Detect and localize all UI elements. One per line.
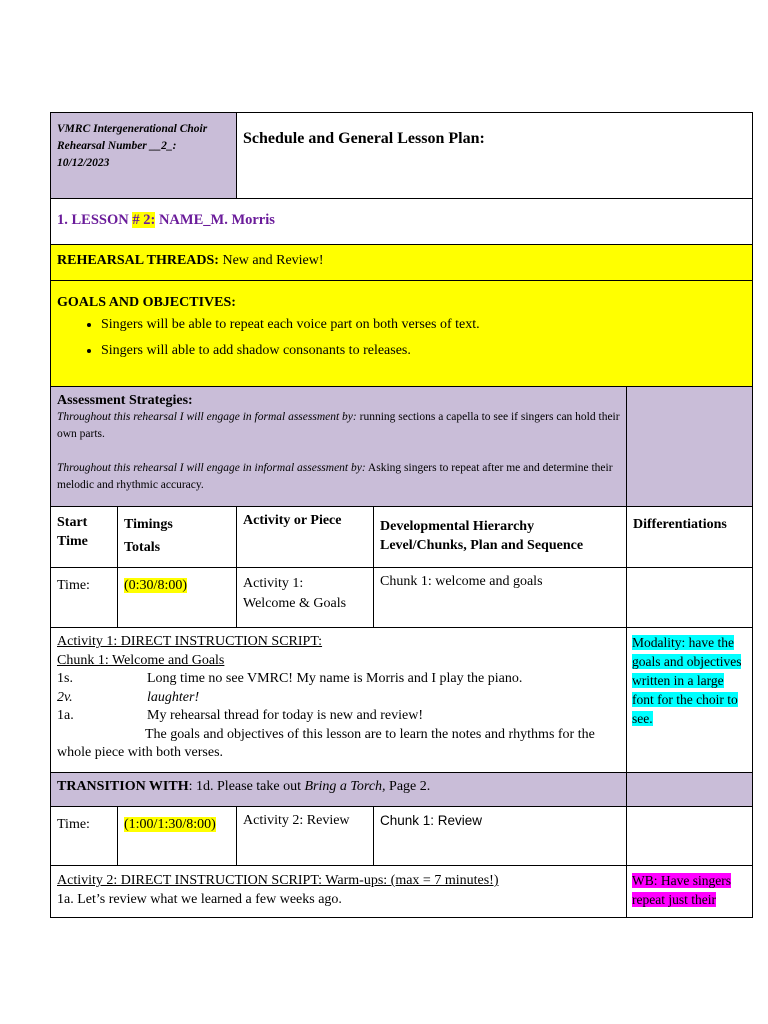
script-line: 2v. laughter! — [57, 689, 200, 705]
lesson-number: # 2: — [132, 212, 156, 228]
row1-timing: (0:30/8:00) — [118, 568, 237, 628]
col-hierarchy: Developmental Hierarchy Level/Chunks, Plan and Sequence — [374, 507, 627, 568]
page-title: Schedule and General Lesson Plan: — [243, 130, 485, 147]
modality-note: Modality: have the goals and objectives written in a large font for the choir to see. — [632, 635, 742, 726]
script1-cell — [51, 628, 627, 773]
row1-diff — [627, 568, 753, 628]
col-activity: Activity or Piece — [237, 507, 374, 568]
informal-intro: Throughout this rehearsal I will engage in informal assessment by: — [57, 462, 366, 474]
script1-paragraph: The goals and objectives of this lesson are to learn the notes and rhythms for the whole piece with both verses. — [57, 726, 595, 760]
formal-text: running sections a capella to see if singers can hold their own parts. — [57, 411, 620, 440]
threads-cell — [51, 245, 753, 281]
script2-title: Activity 2: DIRECT INSTRUCTION SCRIPT: Warm-ups: (max = 7 minutes!) — [57, 873, 499, 888]
goals-label: GOALS AND OBJECTIVES: — [57, 295, 236, 310]
transition-cell: TRANSITION WITH: 1d. Please take out Bring a Torch, Page 2. — [51, 773, 627, 807]
col-timings: Timings Totals — [118, 507, 237, 568]
title-cell — [237, 113, 753, 199]
script-line: 1a. My rehearsal thread for today is new and review! — [57, 708, 424, 723]
informal-assessment — [57, 460, 620, 494]
col-differentiations: Differentiations — [627, 507, 753, 568]
goal-item: • Singers will able to add shadow consonants to releases. — [101, 343, 746, 359]
formal-intro: Throughout this rehearsal I will engage in formal assessment by: — [57, 411, 357, 423]
script1-diff-cell — [627, 628, 753, 773]
goals-list — [57, 317, 746, 359]
choir-info-cell — [51, 113, 237, 199]
assessment-label: Assessment Strategies: — [57, 393, 193, 408]
threads-value: New and Review! — [218, 253, 324, 268]
formal-assessment — [57, 409, 620, 443]
wb-note: WB: Have singers repeat just their — [632, 873, 731, 907]
row2-time: Time: — [51, 807, 118, 866]
script-line: 1s. Long time no see VMRC! My name is Morris and I play the piano. — [57, 671, 523, 686]
rehearsal-number: Rehearsal Number __2_: — [57, 140, 177, 152]
lesson-heading — [51, 199, 752, 242]
goal-item: • Singers will be able to repeat each voice part on both verses of text. — [101, 317, 746, 333]
goals-cell — [51, 281, 753, 387]
script1-title: Activity 1: DIRECT INSTRUCTION SCRIPT: — [57, 634, 323, 649]
transition-label: TRANSITION WITH — [57, 779, 189, 794]
transition-side-cell — [627, 773, 753, 807]
row2-diff — [627, 807, 753, 866]
script2-line: 1a. Let’s review what we learned a few weeks ago. — [57, 892, 342, 907]
row2-chunk: Chunk 1: Review — [374, 807, 627, 866]
threads-label: REHEARSAL THREADS: — [57, 253, 219, 268]
assessment-cell — [51, 387, 627, 507]
row1-chunk: Chunk 1: welcome and goals — [374, 568, 627, 628]
assessment-side-cell — [627, 387, 753, 507]
row1-activity: Activity 1: Welcome & Goals — [237, 568, 374, 628]
piece-title: Bring a Torch, — [304, 779, 386, 794]
script2-diff-cell — [627, 866, 753, 918]
col-start-time: Start Time — [51, 507, 118, 568]
lesson-prefix: 1. LESSON — [57, 212, 133, 228]
lesson-cell — [51, 199, 753, 245]
row2-activity: Activity 2: Review — [237, 807, 374, 866]
script1-chunk: Chunk 1: Welcome and Goals — [57, 652, 225, 668]
lesson-name: NAME_M. Morris — [155, 212, 275, 228]
script2-cell — [51, 866, 627, 918]
choir-name: VMRC Intergenerational Choir — [57, 123, 208, 135]
informal-text: Asking singers to repeat after me and determine their melodic and rhythmic accuracy. — [57, 462, 613, 491]
lesson-plan-table — [50, 112, 753, 918]
row2-timing: (1:00/1:30/8:00) — [118, 807, 237, 866]
row1-time: Time: — [51, 568, 118, 628]
rehearsal-date: 10/12/2023 — [57, 157, 110, 169]
